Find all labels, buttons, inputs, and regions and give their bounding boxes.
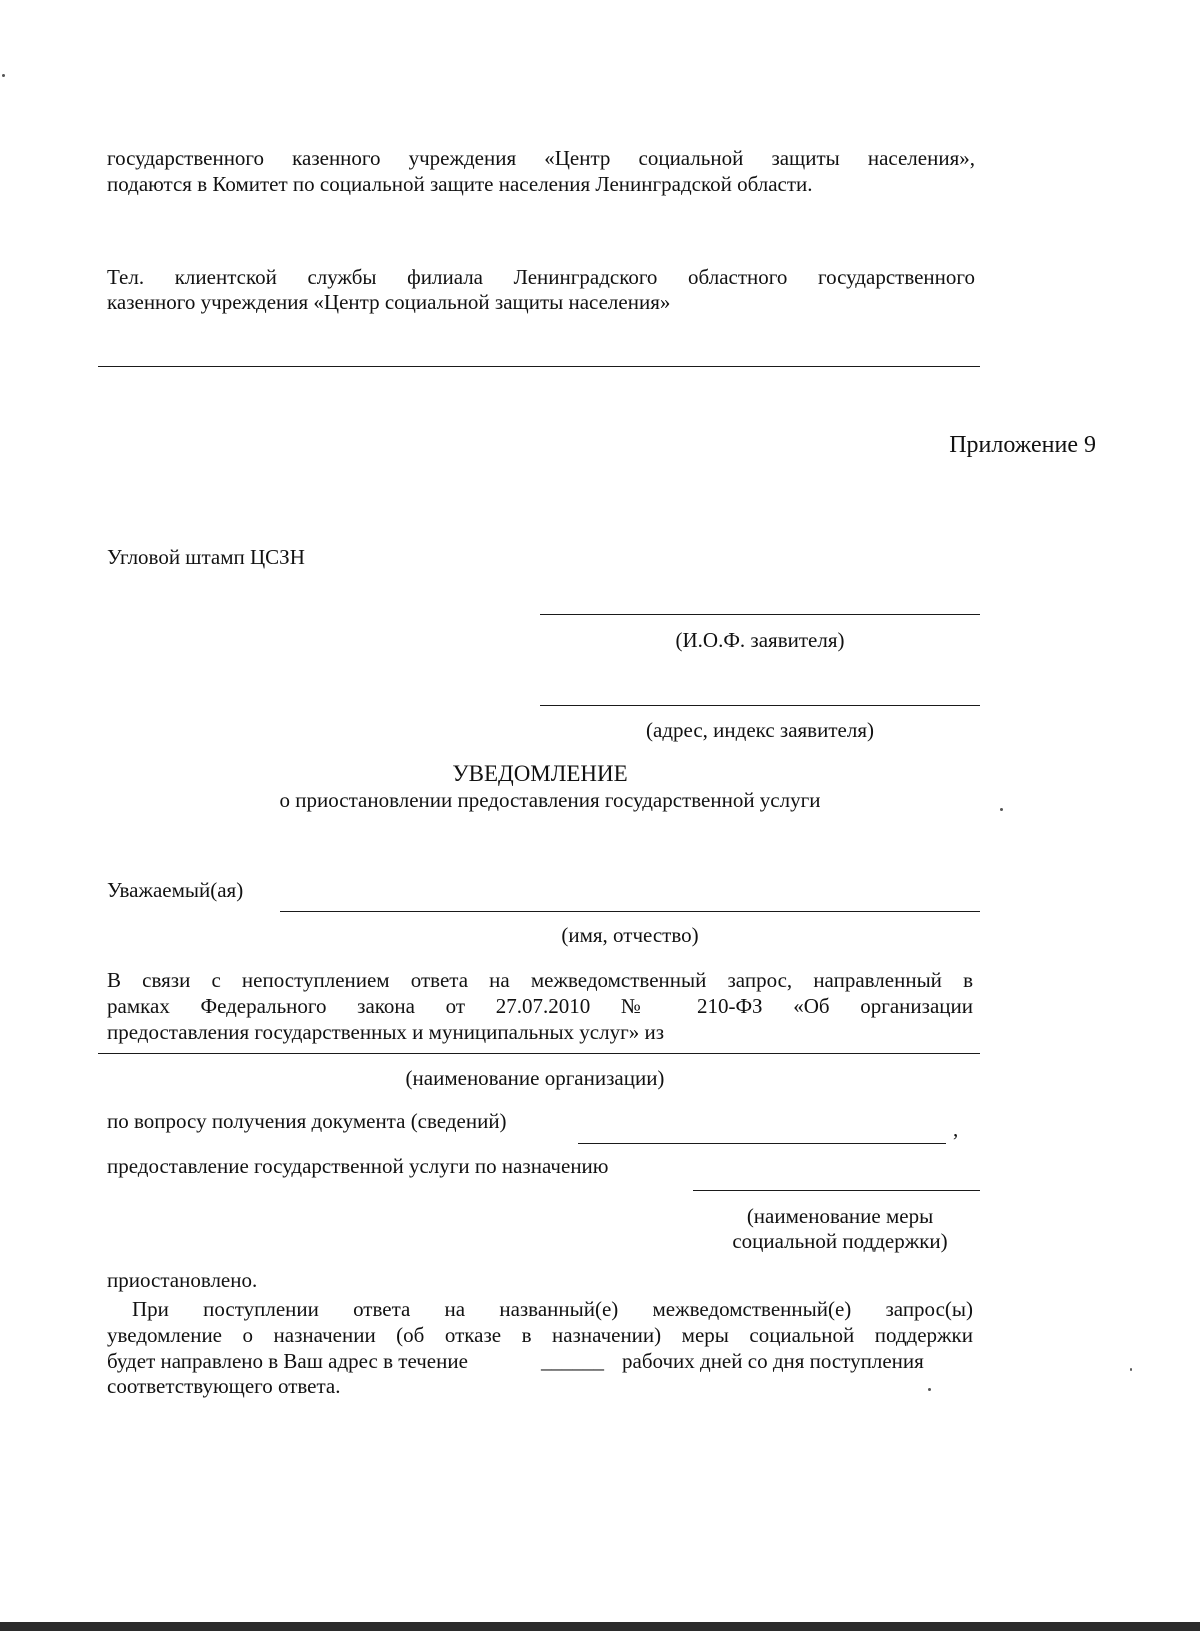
organization-line <box>98 1053 980 1054</box>
scan-speck <box>2 74 5 77</box>
applicant-address-caption: (адрес, индекс заявителя) <box>646 718 874 742</box>
applicant-address-line <box>540 705 980 706</box>
greeting-name-line <box>280 911 980 912</box>
document-comma: , <box>953 1117 959 1141</box>
top-paragraph-line-1: государственного казенного учреждения «Центр социальной защиты населения», <box>107 146 975 170</box>
measure-caption-2: социальной поддержки) <box>732 1229 948 1253</box>
appendix-label: Приложение 9 <box>949 432 1096 458</box>
notice-title: УВЕДОМЛЕНИЕ <box>452 761 628 786</box>
scan-bottom-edge <box>0 1622 1200 1631</box>
measure-line <box>693 1190 980 1191</box>
greeting-caption: (имя, отчество) <box>561 923 699 947</box>
service-label: предоставление государственной услуги по назначению <box>107 1154 609 1178</box>
scan-speck <box>1000 808 1003 811</box>
closing-line-2: уведомление о назначении (об отказе в назначении) меры социальной поддержки <box>107 1323 973 1347</box>
document-line <box>578 1143 946 1144</box>
measure-caption-1: (наименование меры <box>746 1204 934 1228</box>
document-label: по вопросу получения документа (сведений) <box>107 1109 507 1133</box>
days-blank: ______ <box>541 1349 604 1373</box>
notice-subtitle: о приостановлении предоставления государственной услуги <box>279 788 821 812</box>
body-line-3: предоставления государственных и муниципальных услуг» из <box>107 1020 665 1044</box>
closing-line-3-start: будет направлено в Ваш адрес в течение <box>107 1349 468 1373</box>
greeting-label: Уважаемый(ая) <box>107 878 244 902</box>
phone-line-1: Тел. клиентской службы филиала Ленинградского областного государственного <box>107 265 975 289</box>
closing-line-3-end: рабочих дней со дня поступления <box>622 1349 924 1373</box>
top-paragraph-line-2: подаются в Комитет по социальной защите населения Ленинградской области. <box>107 172 813 196</box>
body-line-2: рамках Федерального закона от 27.07.2010 № 210-ФЗ «Об организации <box>107 994 973 1018</box>
applicant-name-caption: (И.О.Ф. заявителя) <box>675 628 845 652</box>
closing-line-1: При поступлении ответа на названный(е) межведомственный(е) запрос(ы) <box>132 1297 973 1321</box>
phone-fill-line <box>98 366 980 367</box>
body-line-1: В связи с непоступлением ответа на межведомственный запрос, направленный в <box>107 968 973 992</box>
closing-line-4: соответствующего ответа. <box>107 1374 341 1398</box>
scan-speck <box>1130 1368 1132 1371</box>
suspended-text: приостановлено. <box>107 1268 258 1292</box>
organization-caption: (наименование организации) <box>405 1066 665 1090</box>
phone-line-2: казенного учреждения «Центр социальной защиты населения» <box>107 290 671 314</box>
scan-speck <box>928 1388 931 1391</box>
applicant-name-line <box>540 614 980 615</box>
corner-stamp-label: Угловой штамп ЦСЗН <box>107 545 305 569</box>
